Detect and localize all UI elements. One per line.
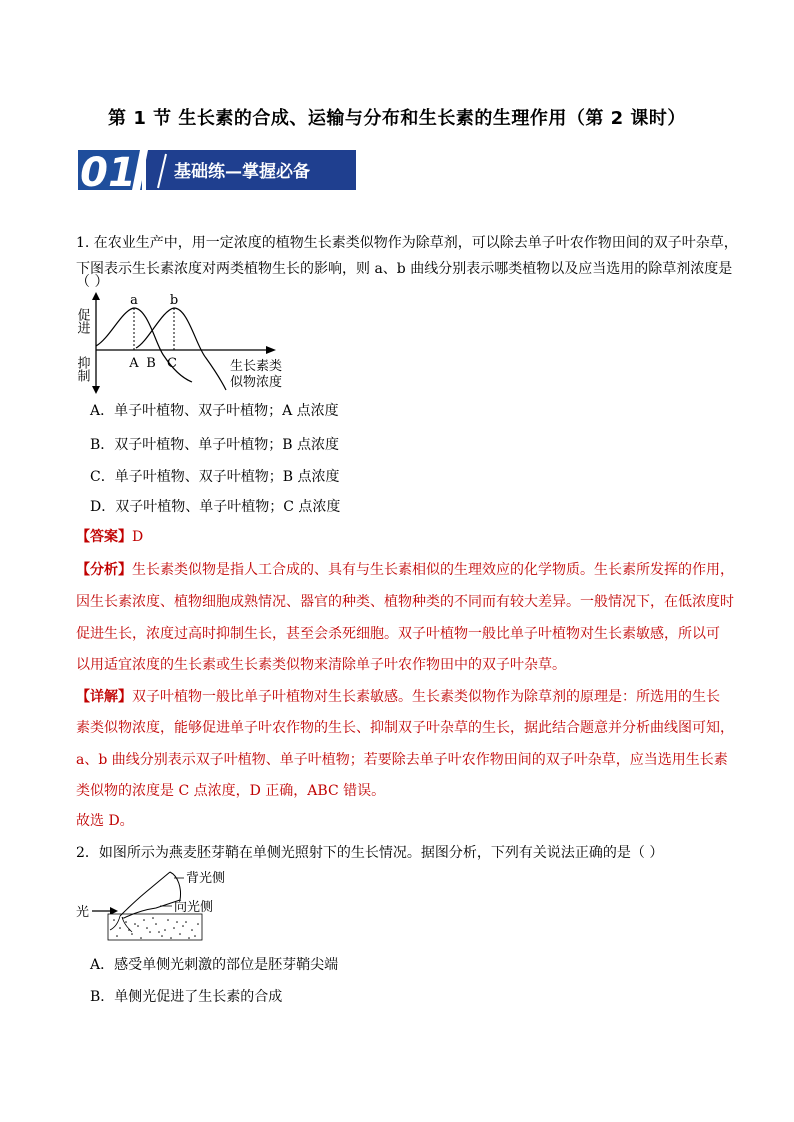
q1-option-c[interactable]: C．单子叶植物、双子叶植物；B 点浓度 (90, 469, 340, 485)
detail-line4: 类似物的浓度是 C 点浓度，D 正确，ABC 错误。 (76, 783, 386, 799)
section-banner (78, 148, 356, 192)
x-axis-arrow (266, 346, 276, 354)
page-title: 第 1 节 生长素的合成、运输与分布和生长素的生理作用（第 2 课时） (108, 108, 686, 129)
x-label-line2: 似物浓度 (230, 375, 283, 390)
q1-stem-line3: （ ） (76, 274, 109, 290)
banner-number: 01 (80, 150, 136, 192)
label-point-a: A (129, 356, 139, 371)
coleoptile-tip (170, 872, 181, 900)
analysis-line4: 以用适宜浓度的生长素或生长素类似物来清除单子叶农作物田中的双子叶杂草。 (76, 657, 566, 673)
banner-text: 基础练—掌握必备 (174, 162, 310, 182)
detail-tag: 【详解】 (76, 689, 132, 705)
analysis-line2: 因生长素浓度、植物细胞成熟情况、器官的种类、植物种类的不同而有较大差异。一般情况下，在低浓度时 (76, 594, 734, 610)
label-point-c: C (167, 356, 177, 371)
q1-stem-line2: 下图表示生长素浓度对两类植物生长的影响，则 a、b 曲线分别表示哪类植物以及应当选用的除草剂浓度是 (76, 261, 733, 277)
light-side-label: 向光侧 (174, 900, 214, 915)
answer-value: D (132, 529, 144, 545)
analysis-text-1: 生长素类似物是指人工合成的、具有与生长素相似的生理效应的化学物质。生长素所发挥的作用， (132, 562, 734, 578)
analysis-tag: 【分析】 (76, 562, 132, 578)
label-b: b (169, 293, 179, 308)
coleoptile-upper (120, 872, 170, 916)
back-side-label: 背光侧 (186, 871, 226, 886)
q1-option-d[interactable]: D．双子叶植物、单子叶植物；C 点浓度 (90, 499, 341, 515)
q1-stem-line1: 1. 在农业生产中，用一定浓度的植物生长素类似物作为除草剂，可以除去单子叶农作物田间的双子叶杂草， (76, 235, 738, 251)
analysis-line3: 促进生长，浓度过高时抑制生长，甚至会杀死细胞。双子叶植物一般比单子叶植物对生长素敏感，所以可 (76, 626, 720, 642)
q2-stem: 2．如图所示为燕麦胚芽鞘在单侧光照射下的生长情况。据图分析，下列有关说法正确的是（ ） (76, 845, 664, 861)
y-label-inhibit: 抑制 (74, 356, 90, 382)
detail-text-1: 双子叶植物一般比单子叶植物对生长素敏感。生长素类似物作为除草剂的原理是：所选用的生长 (132, 689, 720, 705)
answer-tag: 【答案】 (76, 529, 132, 545)
light-label: 光 (76, 905, 90, 920)
q1-option-b[interactable]: B．双子叶植物、单子叶植物；B 点浓度 (90, 437, 340, 453)
detail-line2: 素类似物浓度，能够促进单子叶农作物的生长、抑制双子叶杂草的生长，据此结合题意并分析曲线图可知， (76, 720, 734, 736)
detail-line3: a、b 曲线分别表示双子叶植物、单子叶植物；若要除去单子叶农作物田间的双子叶杂草，应当选用生长素 (76, 752, 728, 768)
q2-option-a[interactable]: A．感受单侧光刺激的部位是胚芽鞘尖端 (90, 957, 339, 973)
q1-figure (70, 290, 310, 394)
curve-b (136, 308, 226, 390)
q2-figure (70, 868, 250, 944)
detail-line1 (76, 690, 720, 704)
analysis-line1 (76, 563, 734, 577)
q2-option-b[interactable]: B．单侧光促进了生长素的合成 (90, 989, 283, 1005)
y-label-promote: 促进 (74, 308, 90, 334)
x-label-line1: 生长素类 (230, 359, 283, 374)
y-axis-arrow-up (92, 292, 100, 300)
label-point-b: B (146, 356, 156, 371)
curve-a (96, 308, 192, 382)
conclusion: 故选 D。 (76, 813, 134, 829)
q1-answer (76, 530, 143, 544)
y-axis-arrow-down (92, 386, 100, 394)
label-a: a (130, 293, 138, 308)
q1-option-a[interactable]: A．单子叶植物、双子叶植物；A 点浓度 (90, 403, 339, 419)
